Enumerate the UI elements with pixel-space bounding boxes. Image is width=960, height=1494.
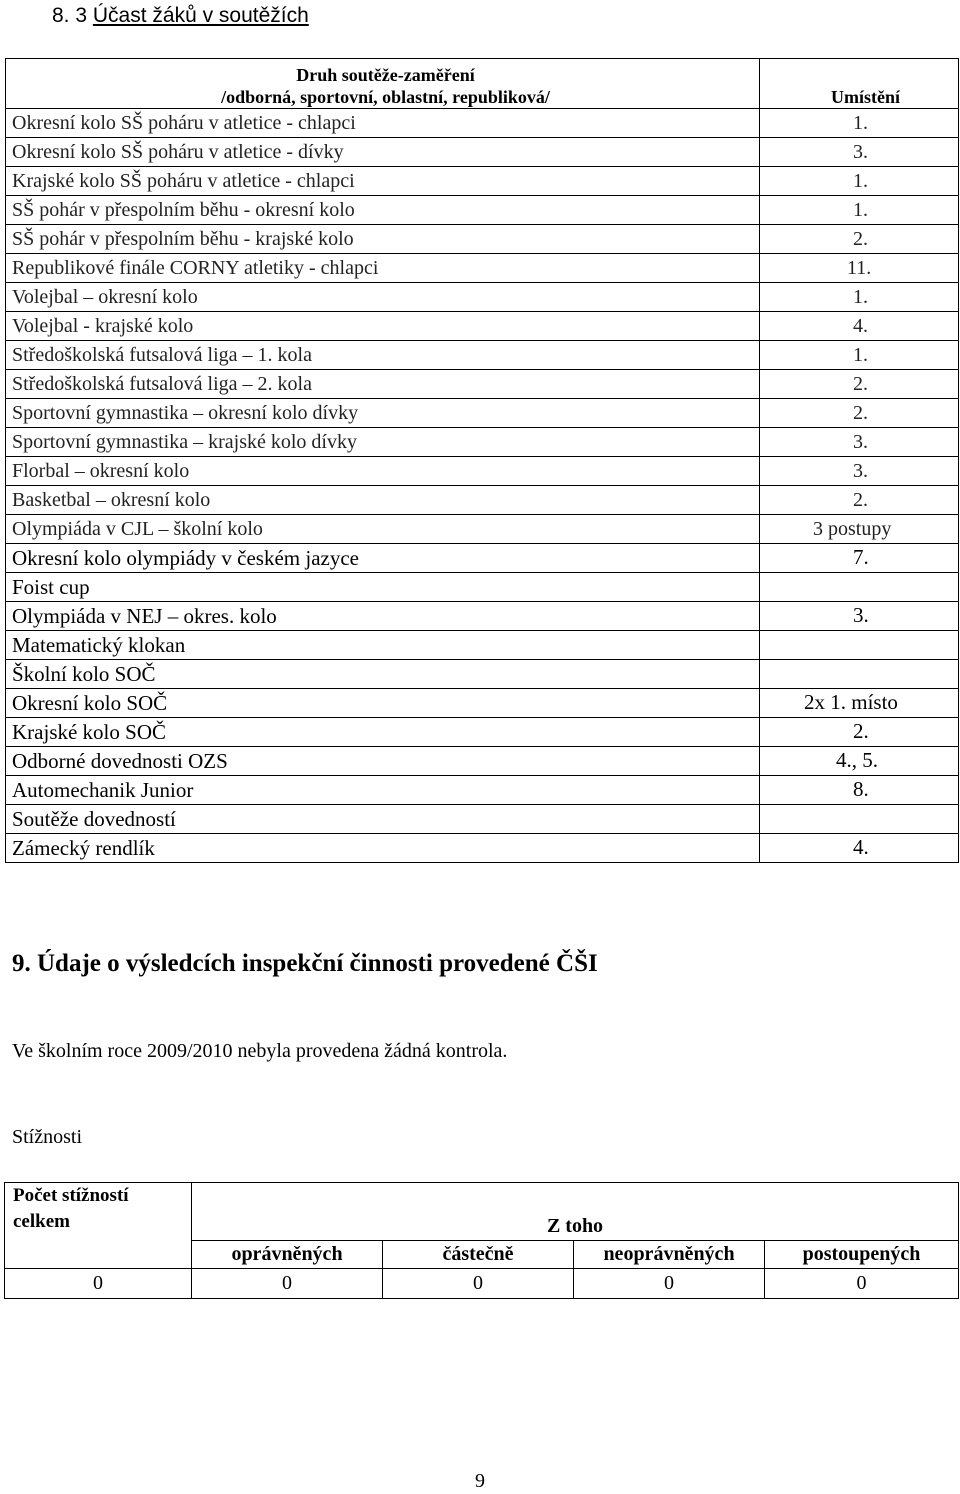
placement-value: 2.: [853, 719, 869, 743]
section-number: 8. 3: [52, 4, 93, 27]
table-row: [6, 167, 959, 196]
table-row: [6, 834, 959, 863]
placement-value: 1.: [853, 170, 868, 192]
competition-name: Středoškolská futsalová liga – 2. kola: [6, 370, 760, 399]
table-row: [6, 602, 959, 631]
placement-value: 3.: [853, 460, 868, 482]
placement-value: 3 postupy: [813, 518, 892, 540]
competition-name: SŠ pohár v přespolním běhu - krajské kolo: [6, 225, 760, 254]
competition-name: Olympiáda v NEJ – okres. kolo: [6, 602, 760, 631]
competition-placement: [760, 631, 959, 660]
competition-name: Republikové finále CORNY atletiky - chlapci: [6, 254, 760, 283]
competition-placement: [760, 515, 959, 544]
placement-value: 4.: [853, 315, 868, 337]
placement-value: 2.: [853, 228, 868, 250]
complaints-value: 0: [383, 1269, 574, 1299]
table-row: [6, 457, 959, 486]
competition-name: Foist cup: [6, 573, 760, 602]
competition-name: Automechanik Junior: [6, 776, 760, 805]
competition-name: Krajské kolo SŠ poháru v atletice - chlapci: [6, 167, 760, 196]
competition-placement: [760, 283, 959, 312]
placement-value: 1.: [853, 199, 868, 221]
placement-value: 1.: [853, 286, 868, 308]
table-row: [6, 689, 959, 718]
total-label-line1: Počet stížností: [13, 1185, 129, 1206]
competition-name: Odborné dovednosti OZS: [6, 747, 760, 776]
competition-placement: [760, 602, 959, 631]
section9-paragraph: Ve školním roce 2009/2010 nebyla provedena žádná kontrola.: [12, 1040, 508, 1062]
competition-placement: [760, 370, 959, 399]
table-row: [6, 341, 959, 370]
table-row: [6, 515, 959, 544]
competition-name: Florbal – okresní kolo: [6, 457, 760, 486]
competition-name: Okresní kolo olympiády v českém jazyce: [6, 544, 760, 573]
header-type-cell: [6, 59, 760, 109]
competition-placement: [760, 167, 959, 196]
header-type-line2: /odborná, sportovní, oblastní, republiková/: [221, 87, 550, 107]
page-number: 9: [475, 1470, 485, 1492]
placement-value: 8.: [853, 777, 869, 801]
competition-placement: [760, 718, 959, 747]
table-row: [6, 428, 959, 457]
competition-name: SŠ pohár v přespolním běhu - okresní kolo: [6, 196, 760, 225]
section9-heading: 9. Údaje o výsledcích inspekční činnosti provedené ČŠI: [12, 950, 598, 977]
table-row: [6, 138, 959, 167]
placement-value: 4.: [853, 835, 869, 859]
competition-placement: [760, 254, 959, 283]
placement-value: 2.: [853, 489, 868, 511]
placement-value: 1.: [853, 112, 868, 134]
table-row: [6, 254, 959, 283]
competition-placement: [760, 805, 959, 834]
complaints-column-header: částečně: [383, 1241, 574, 1269]
competition-name: Olympiáda v CJL – školní kolo: [6, 515, 760, 544]
competition-placement: [760, 573, 959, 602]
complaints-value: 0: [5, 1269, 192, 1299]
competition-name: Středoškolská futsalová liga – 1. kola: [6, 341, 760, 370]
placement-value: 11.: [847, 257, 872, 279]
table-row: [6, 283, 959, 312]
table-row: [6, 370, 959, 399]
competition-placement: [760, 660, 959, 689]
complaints-column-header: postoupených: [765, 1241, 959, 1269]
competition-name: Zámecký rendlík: [6, 834, 760, 863]
competition-placement: [760, 544, 959, 573]
competition-name: Basketbal – okresní kolo: [6, 486, 760, 515]
competition-placement: [760, 486, 959, 515]
complaints-value: 0: [574, 1269, 765, 1299]
table-row: [6, 196, 959, 225]
header-type-line1: Druh soutěže-zaměření: [296, 65, 475, 85]
table-row: [6, 399, 959, 428]
placement-value: 2.: [853, 373, 868, 395]
table-row: [6, 805, 959, 834]
competition-placement: [760, 747, 959, 776]
complaints-value: 0: [765, 1269, 959, 1299]
competition-name: Krajské kolo SOČ: [6, 718, 760, 747]
complaints-table: [4, 1182, 959, 1299]
complaints-column-header: neoprávněných: [574, 1241, 765, 1269]
table-row: [6, 747, 959, 776]
competition-name: Okresní kolo SŠ poháru v atletice - chlapci: [6, 109, 760, 138]
header-placement-cell: Umístění: [760, 59, 959, 109]
section-heading: [52, 4, 309, 28]
table-row: [6, 109, 959, 138]
placement-value: 3.: [853, 603, 869, 627]
table-header-row: [6, 59, 959, 109]
table-row: [6, 486, 959, 515]
competition-name: Volejbal – okresní kolo: [6, 283, 760, 312]
table-row: [6, 718, 959, 747]
placement-value: 7.: [853, 545, 869, 569]
placement-value: 3.: [853, 141, 868, 163]
table-row: [6, 312, 959, 341]
competition-placement: [760, 457, 959, 486]
table-row: [6, 631, 959, 660]
placement-value: 3.: [853, 431, 868, 453]
total-complaints-label: [5, 1183, 192, 1269]
competition-name: Sportovní gymnastika – okresní kolo dívky: [6, 399, 760, 428]
competition-placement: [760, 109, 959, 138]
competition-name: Okresní kolo SŠ poháru v atletice - dívky: [6, 138, 760, 167]
competition-placement: [760, 138, 959, 167]
table-row: [6, 776, 959, 805]
competition-name: Školní kolo SOČ: [6, 660, 760, 689]
competition-placement: [760, 428, 959, 457]
table-row: [6, 573, 959, 602]
table-row: [6, 660, 959, 689]
complaints-title: Stížnosti: [12, 1126, 83, 1148]
group-label: Z toho: [192, 1183, 959, 1241]
competition-name: Okresní kolo SOČ: [6, 689, 760, 718]
competition-name: Volejbal - krajské kolo: [6, 312, 760, 341]
placement-value: 1.: [853, 344, 868, 366]
complaints-column-header: oprávněných: [192, 1241, 383, 1269]
competition-placement: [760, 312, 959, 341]
competition-placement: [760, 196, 959, 225]
competition-placement: [760, 225, 959, 254]
competition-placement: [760, 689, 959, 718]
table-row: [6, 225, 959, 254]
competition-placement: [760, 776, 959, 805]
competition-placement: [760, 399, 959, 428]
placement-value: 2x 1. místo: [804, 690, 898, 714]
competitions-table: [5, 58, 959, 863]
competition-name: Soutěže dovedností: [6, 805, 760, 834]
competition-name: Matematický klokan: [6, 631, 760, 660]
placement-value: 4., 5.: [836, 748, 878, 772]
table-row: [6, 544, 959, 573]
competition-name: Sportovní gymnastika – krajské kolo dívky: [6, 428, 760, 457]
total-label-line2: celkem: [13, 1211, 70, 1232]
section-title: Účast žáků v soutěžích: [92, 4, 309, 27]
complaints-value: 0: [192, 1269, 383, 1299]
competition-placement: [760, 341, 959, 370]
placement-value: 2.: [853, 402, 868, 424]
competition-placement: [760, 834, 959, 863]
